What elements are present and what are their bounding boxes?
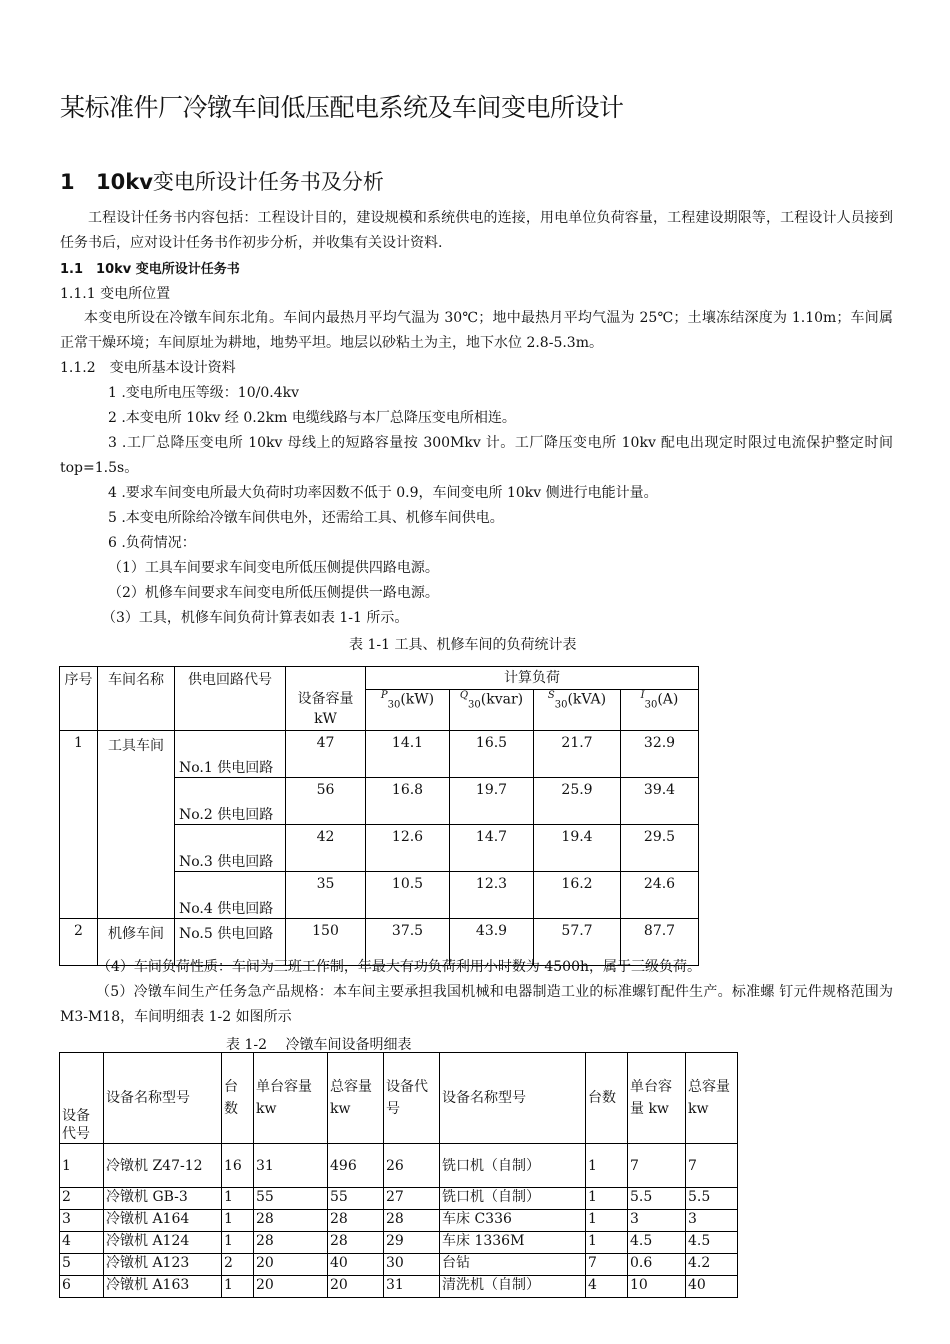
cell: 4.5: [628, 1232, 686, 1254]
header-cell: 台数: [586, 1053, 628, 1144]
cell: 5: [60, 1254, 104, 1276]
cell: 28: [254, 1232, 328, 1254]
cell: 43.9: [450, 919, 534, 966]
subsection-heading-1-1: 1.1 10kv 变电所设计任务书: [60, 262, 240, 277]
header-cell: 设备名称型号: [440, 1053, 586, 1144]
cell: 20: [254, 1276, 328, 1298]
subsection-heading-1-1-1: 1.1.1 变电所位置: [60, 286, 171, 302]
cell: 4: [586, 1276, 628, 1298]
cell: 1: [60, 731, 98, 919]
header-cell: 总容量 kw: [328, 1053, 384, 1144]
cell: 2: [60, 919, 98, 966]
cell: 28: [328, 1232, 384, 1254]
cell: 4: [60, 1232, 104, 1254]
list-item: 3 .工厂总降压变电所 10kv 母线上的短路容量按 300Mkv 计。工厂降压变电所 10kv 配电出现定时限过电流保护整定时间 top=1.5s。: [60, 435, 893, 476]
cell: No.2 供电回路: [175, 778, 286, 825]
cell: 4.5: [686, 1232, 738, 1254]
subsection-heading-1-1-2: 1.1.2 变电所基本设计资料: [60, 360, 236, 376]
cell: 35: [286, 872, 366, 919]
cell: 20: [328, 1276, 384, 1298]
note-paragraph: （4）车间负荷性质：车间为三班工作制，年最大有功负荷利用小时数为 4500h，属于三级负荷。: [97, 959, 702, 975]
cell: 2: [222, 1254, 254, 1276]
cell: 27: [384, 1188, 440, 1210]
cell: 1: [586, 1210, 628, 1232]
cell: 29.5: [621, 825, 699, 872]
header-cell-s30: $^S_{30}$(kVA): [534, 690, 621, 731]
cell: 16: [222, 1144, 254, 1188]
cell: 31: [254, 1144, 328, 1188]
cell: 机修车间: [98, 919, 175, 966]
cell: 42: [286, 825, 366, 872]
cell: 19.4: [534, 825, 621, 872]
cell: 冷镦机 A123: [104, 1254, 222, 1276]
cell: No.3 供电回路: [175, 825, 286, 872]
header-cell: 单台容量 kw: [254, 1053, 328, 1144]
cell: 28: [328, 1210, 384, 1232]
table1-caption: 表 1-1 工具、机修车间的负荷统计表: [349, 637, 577, 653]
cell: 26: [384, 1144, 440, 1188]
cell: 19.7: [450, 778, 534, 825]
cell: 12.6: [366, 825, 450, 872]
header-cell: 总容量 kw: [686, 1053, 738, 1144]
cell: 57.7: [534, 919, 621, 966]
header-cell-p30: $^P_{30}$(kW): [366, 690, 450, 731]
cell: 150: [286, 919, 366, 966]
cell: 铣口机（自制）: [440, 1144, 586, 1188]
cell: 10.5: [366, 872, 450, 919]
cell: 冷镦机 GB-3: [104, 1188, 222, 1210]
cell: 0.6: [628, 1254, 686, 1276]
list-item: 2 .本变电所 10kv 经 0.2km 电缆线路与本厂总降压变电所相连。: [108, 410, 516, 426]
section-heading: [60, 166, 384, 196]
cell: 7: [686, 1144, 738, 1188]
sub-list-item: （1）工具车间要求车间变电所低压侧提供四路电源。: [108, 560, 439, 576]
header-cell: 设备容量 kW: [286, 667, 366, 731]
section-number: 1: [60, 170, 75, 194]
cell: 31: [384, 1276, 440, 1298]
table-row: [60, 1276, 738, 1298]
cell: 55: [328, 1188, 384, 1210]
table-row: [60, 731, 699, 778]
cell: 21.7: [534, 731, 621, 778]
header-cell: 台数: [222, 1053, 254, 1144]
header-cell: 设备名称型号: [104, 1053, 222, 1144]
cell: 28: [254, 1210, 328, 1232]
sub-list-item: （2）机修车间要求车间变电所低压侧提供一路电源。: [108, 585, 439, 601]
header-cell: 设备代号: [384, 1053, 440, 1144]
cell: 16.5: [450, 731, 534, 778]
cell: 1: [586, 1188, 628, 1210]
cell: 5.5: [686, 1188, 738, 1210]
cell: 16.2: [534, 872, 621, 919]
cell: 47: [286, 731, 366, 778]
section-heading-bold: 10kv: [96, 170, 153, 194]
cell: 1: [586, 1232, 628, 1254]
header-cell: 单台容量 kw: [628, 1053, 686, 1144]
cell: 30: [384, 1254, 440, 1276]
list-item: 4 .要求车间变电所最大负荷时功率因数不低于 0.9，车间变电所 10kv 侧进行电能计量。: [108, 485, 658, 501]
cell: 清洗机（自制）: [440, 1276, 586, 1298]
header-cell: 序号: [60, 667, 98, 731]
cell: No.5 供电回路: [175, 919, 286, 966]
cell: 1: [222, 1188, 254, 1210]
table-row: [60, 1188, 738, 1210]
cell: 29: [384, 1232, 440, 1254]
cell: 工具车间: [98, 731, 175, 919]
cell: 冷镦机 A164: [104, 1210, 222, 1232]
sub-list-item: （3）工具，机修车间负荷计算表如表 1-1 所示。: [102, 610, 409, 626]
header-cell: 计算负荷: [366, 667, 699, 690]
cell: 车床 1336M: [440, 1232, 586, 1254]
cell: 2: [60, 1188, 104, 1210]
cell: 87.7: [621, 919, 699, 966]
cell: 32.9: [621, 731, 699, 778]
cell: 37.5: [366, 919, 450, 966]
list-item: 6 .负荷情况：: [108, 535, 196, 551]
cell: 1: [222, 1276, 254, 1298]
cell: 20: [254, 1254, 328, 1276]
cell: 3: [686, 1210, 738, 1232]
cell: 10: [628, 1276, 686, 1298]
cell: 1: [586, 1144, 628, 1188]
load-statistics-table: [59, 666, 699, 966]
header-cell: 供电回路代号: [175, 667, 286, 731]
table-row: [60, 1254, 738, 1276]
cell: 55: [254, 1188, 328, 1210]
intro-paragraph: 工程设计任务书内容包括：工程设计目的，建设规模和系统供电的连接，用电单位负荷容量，工程建设期限等，工程设计人员接到任务书后，应对设计任务书作初步分析，并收集有关设计资料.: [60, 210, 893, 251]
cell: 24.6: [621, 872, 699, 919]
table2-caption: 表 1-2 冷镦车间设备明细表: [226, 1037, 412, 1053]
cell: 冷镦机 A163: [104, 1276, 222, 1298]
section-heading-text: 变电所设计任务书及分析: [152, 170, 384, 194]
table-header-row: [60, 1053, 738, 1144]
cell: 16.8: [366, 778, 450, 825]
list-item: 1 .变电所电压等级：10/0.4kv: [108, 385, 299, 401]
cell: No.1 供电回路: [175, 731, 286, 778]
location-paragraph: 本变电所设在冷镦车间东北角。车间内最热月平均气温为 30℃；地中最热月平均气温为 25℃；土壤冻结深度为 1.10m；车间属正常干燥环境；车间原址为耕地，地势平坦。地层以砂粘土为主，地下水位 2.8-5.3m。: [60, 310, 893, 351]
cell: 4.2: [686, 1254, 738, 1276]
cell: 56: [286, 778, 366, 825]
table-row: [60, 1210, 738, 1232]
equipment-detail-table: [59, 1052, 738, 1298]
cell: 5.5: [628, 1188, 686, 1210]
table-row: [60, 1144, 738, 1188]
cell: 3: [60, 1210, 104, 1232]
cell: No.4 供电回路: [175, 872, 286, 919]
cell: 12.3: [450, 872, 534, 919]
table-row: [60, 1232, 738, 1254]
cell: 28: [384, 1210, 440, 1232]
cell: 6: [60, 1276, 104, 1298]
cell: 14.7: [450, 825, 534, 872]
cell: 39.4: [621, 778, 699, 825]
cell: 7: [586, 1254, 628, 1276]
cell: 14.1: [366, 731, 450, 778]
cell: 40: [328, 1254, 384, 1276]
cell: 25.9: [534, 778, 621, 825]
header-cell-q30: $^Q_{30}$(kvar): [450, 690, 534, 731]
header-cell: 车间名称: [98, 667, 175, 731]
cell: 铣口机（自制）: [440, 1188, 586, 1210]
cell: 496: [328, 1144, 384, 1188]
cell: 1: [222, 1210, 254, 1232]
list-item: 5 .本变电所除给冷镦车间供电外，还需给工具、机修车间供电。: [108, 510, 504, 526]
cell: 7: [628, 1144, 686, 1188]
cell: 车床 C336: [440, 1210, 586, 1232]
document-title: 某标准件厂冷镦车间低压配电系统及车间变电所设计: [60, 93, 624, 122]
header-cell: 设备代号: [60, 1053, 104, 1144]
cell: 40: [686, 1276, 738, 1298]
cell: 1: [60, 1144, 104, 1188]
header-cell-i30: $^I_{30}$(A): [621, 690, 699, 731]
cell: 3: [628, 1210, 686, 1232]
cell: 冷镦机 Z47-12: [104, 1144, 222, 1188]
cell: 台钻: [440, 1254, 586, 1276]
cell: 1: [222, 1232, 254, 1254]
note-paragraph: （5）冷镦车间生产任务急产品规格：本车间主要承担我国机械和电器制造工业的标准螺钉配件生产。标准螺 钉元件规格范围为 M3-M18，车间明细表 1-2 如图所示: [60, 984, 893, 1025]
cell: 冷镦机 A124: [104, 1232, 222, 1254]
